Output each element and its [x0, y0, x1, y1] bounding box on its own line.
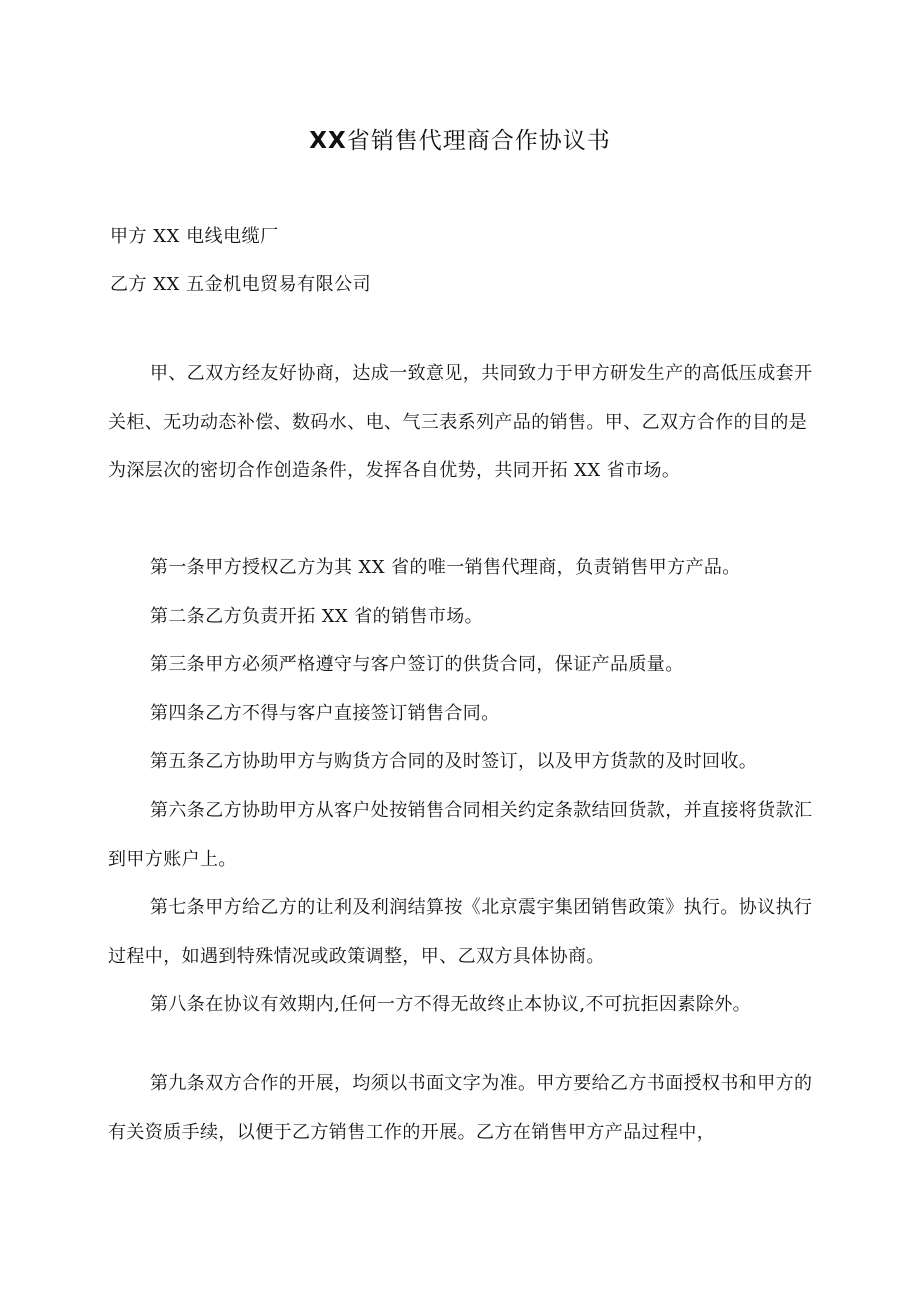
party-b: 乙方 XX 五金机电贸易有限公司	[110, 274, 372, 295]
intro-paragraph: 甲、乙双方经友好协商，达成一致意见，共同致力于甲方研发生产的高低压成套开关柜、无功动态补偿、数码水、电、气三表系列产品的销售。甲、乙双方合作的目的是为深层次的密切合作创造条件，发挥各自优势，共同开拓 XX 省市场。	[108, 363, 813, 481]
clause-1: 第一条甲方授权乙方为其 XX 省的唯一销售代理商，负责销售甲方产品。	[150, 557, 741, 578]
clause-3: 第三条甲方必须严格遵守与客户签订的供货合同，保证产品质量。	[150, 654, 684, 675]
party-a: 甲方 XX 电线电缆厂	[110, 226, 279, 247]
clause-2: 第二条乙方负责开拓 XX 省的销售市场。	[150, 606, 484, 627]
clause-9: 第九条双方合作的开展，均须以书面文字为准。甲方要给乙方书面授权书和甲方的有关资质手续，以便于乙方销售工作的开展。乙方在销售甲方产品过程中，	[108, 1073, 813, 1143]
clause-8: 第八条在协议有效期内,任何一方不得无故终止本协议,不可抗拒因素除外。	[150, 994, 752, 1015]
clause-7: 第七条甲方给乙方的让利及利润结算按《北京震宇集团销售政策》执行。协议执行过程中，如遇到特殊情况或政策调整，甲、乙双方具体协商。	[108, 897, 813, 967]
document-title	[0, 122, 920, 155]
clause-5: 第五条乙方协助甲方与购货方合同的及时签订，以及甲方货款的及时回收。	[150, 751, 758, 772]
title-prefix: XX	[309, 128, 347, 154]
title-text: 省销售代理商合作协议书	[346, 128, 611, 154]
clause-6: 第六条乙方协助甲方从客户处按销售合同相关约定条款结回货款，并直接将货款汇到甲方账户上。	[108, 800, 813, 870]
clause-4: 第四条乙方不得与客户直接签订销售合同。	[150, 703, 500, 724]
